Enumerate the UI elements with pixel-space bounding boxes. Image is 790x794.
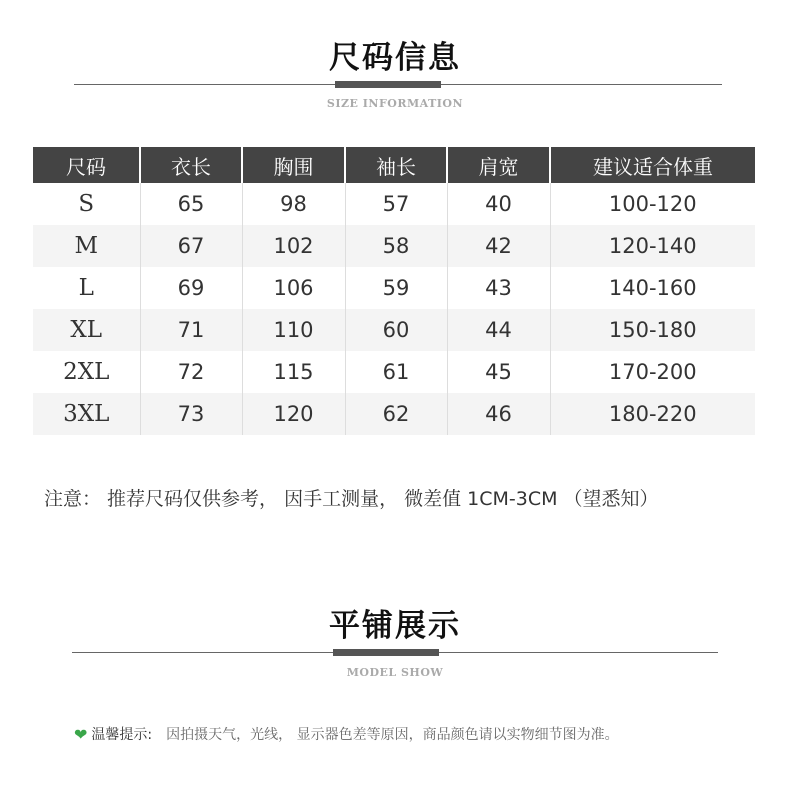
measurement-note: 注意： 推荐尺码仅供参考， 因手工测量， 微差值 1CM-3CM （望悉知） xyxy=(44,488,659,510)
chest-cell: 98 xyxy=(242,183,345,225)
weight-cell: 140-160 xyxy=(550,267,755,309)
green-heart-icon: ❤ xyxy=(74,725,88,744)
header-sleeve: 袖长 xyxy=(345,147,447,183)
table-row xyxy=(33,183,755,225)
size-info-title: 尺码信息 xyxy=(329,40,461,76)
chest-cell: 110 xyxy=(242,309,345,351)
size-info-divider-accent xyxy=(335,81,441,88)
sleeve-cell: 60 xyxy=(345,309,447,351)
model-show-subtitle: MODEL SHOW xyxy=(346,666,444,679)
header-size: 尺码 xyxy=(33,147,140,183)
length-cell: 69 xyxy=(140,267,242,309)
chest-cell: 120 xyxy=(242,393,345,435)
weight-cell: 100-120 xyxy=(550,183,755,225)
size-cell: M xyxy=(33,225,140,267)
size-table xyxy=(33,147,755,435)
table-row xyxy=(33,393,755,435)
length-cell: 71 xyxy=(140,309,242,351)
sleeve-cell: 57 xyxy=(345,183,447,225)
shoulder-cell: 42 xyxy=(447,225,550,267)
shoulder-cell: 44 xyxy=(447,309,550,351)
shoulder-cell: 46 xyxy=(447,393,550,435)
header-weight: 建议适合体重 xyxy=(550,147,755,183)
size-info-subtitle: SIZE INFORMATION xyxy=(326,97,464,110)
weight-cell: 180-220 xyxy=(550,393,755,435)
chest-cell: 102 xyxy=(242,225,345,267)
size-table-header-row xyxy=(33,147,755,183)
table-row xyxy=(33,351,755,393)
size-cell: XL xyxy=(33,309,140,351)
size-cell: S xyxy=(33,183,140,225)
length-cell: 72 xyxy=(140,351,242,393)
table-row xyxy=(33,309,755,351)
sleeve-cell: 58 xyxy=(345,225,447,267)
weight-cell: 170-200 xyxy=(550,351,755,393)
length-cell: 73 xyxy=(140,393,242,435)
size-cell: L xyxy=(33,267,140,309)
header-chest: 胸围 xyxy=(242,147,345,183)
sleeve-cell: 61 xyxy=(345,351,447,393)
size-cell: 2XL xyxy=(33,351,140,393)
weight-cell: 120-140 xyxy=(550,225,755,267)
header-shoulder: 肩宽 xyxy=(447,147,550,183)
model-show-divider-accent xyxy=(333,649,439,656)
shoulder-cell: 43 xyxy=(447,267,550,309)
sleeve-cell: 62 xyxy=(345,393,447,435)
sleeve-cell: 59 xyxy=(345,267,447,309)
table-row xyxy=(33,225,755,267)
weight-cell: 150-180 xyxy=(550,309,755,351)
size-cell: 3XL xyxy=(33,393,140,435)
shoulder-cell: 40 xyxy=(447,183,550,225)
chest-cell: 115 xyxy=(242,351,345,393)
model-show-title: 平铺展示 xyxy=(329,608,461,644)
color-tip xyxy=(74,724,619,744)
shoulder-cell: 45 xyxy=(447,351,550,393)
table-row xyxy=(33,267,755,309)
length-cell: 65 xyxy=(140,183,242,225)
tip-label: 温馨提示: xyxy=(91,727,153,743)
header-length: 衣长 xyxy=(140,147,242,183)
chest-cell: 106 xyxy=(242,267,345,309)
length-cell: 67 xyxy=(140,225,242,267)
tip-text: 因拍摄天气，光线， 显示器色差等原因，商品颜色请以实物细节图为准。 xyxy=(166,727,619,743)
